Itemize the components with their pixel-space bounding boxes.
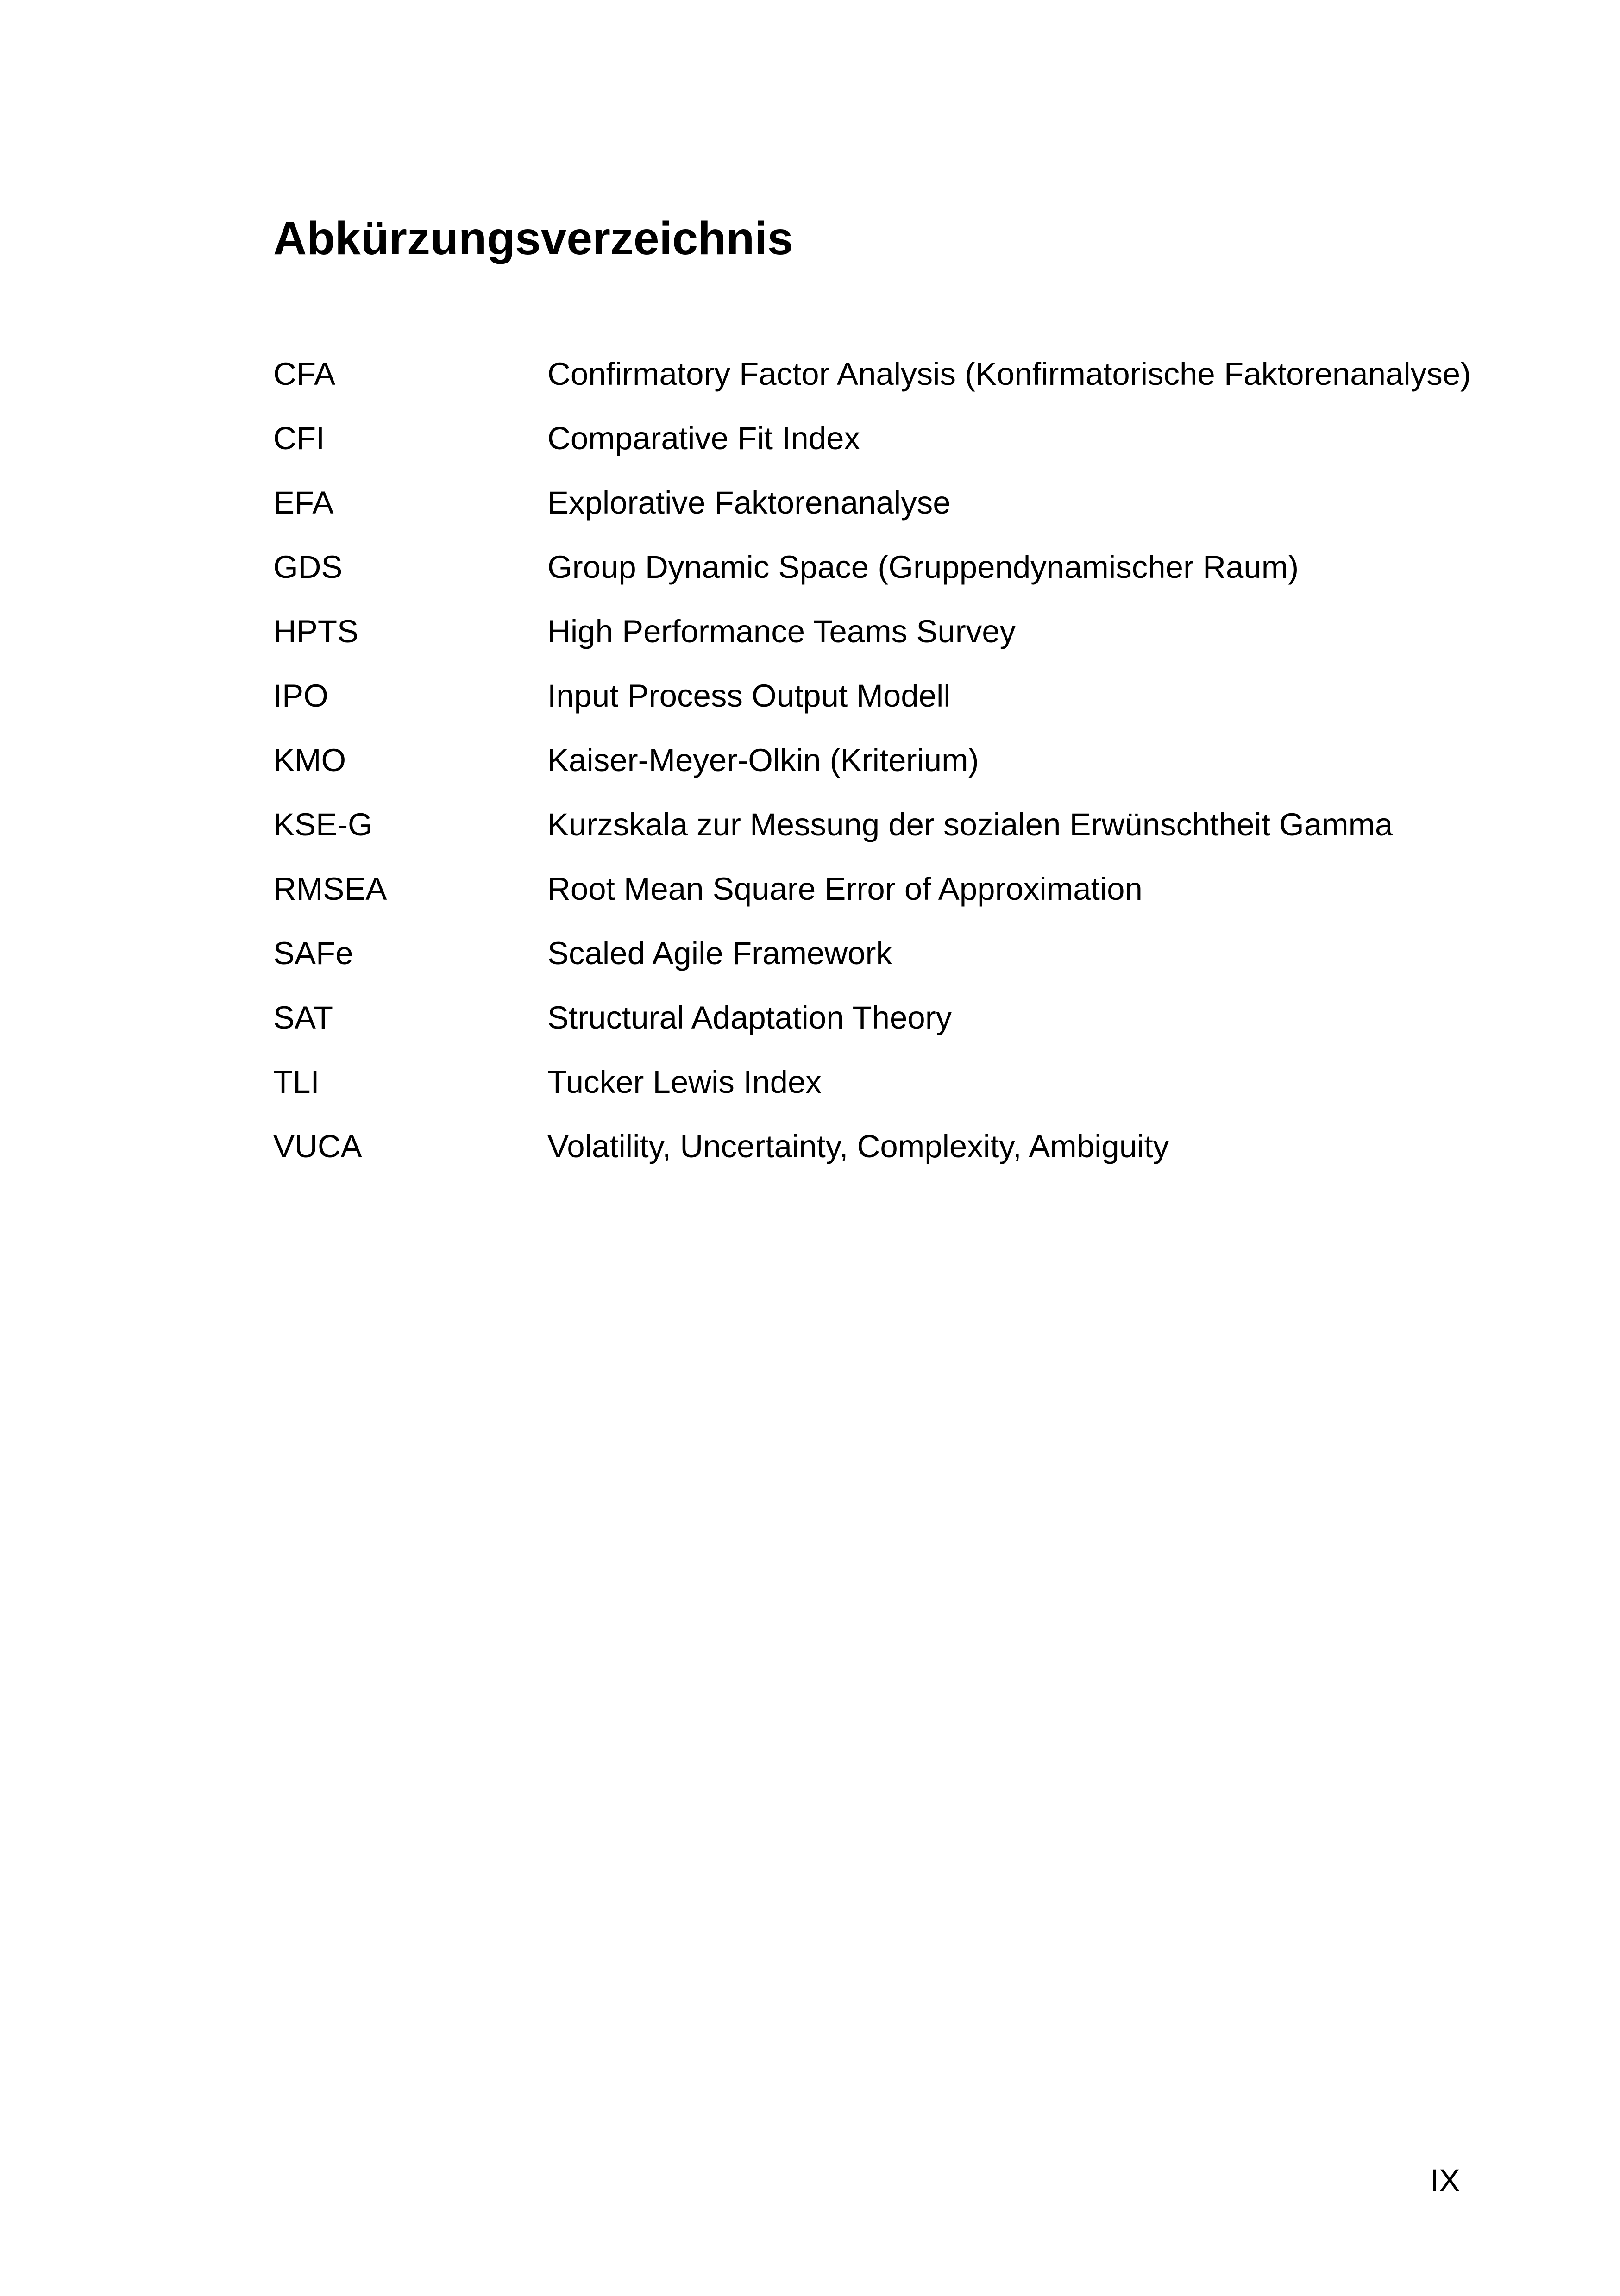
abbreviation-term: EFA (273, 485, 334, 521)
abbreviation-term: RMSEA (273, 871, 387, 907)
abbreviation-definition: Confirmatory Factor Analysis (Konfirmatorische Faktorenanalyse) (547, 356, 1471, 392)
abbreviation-list (273, 348, 1471, 1185)
page-number: IX (1430, 2163, 1460, 2198)
abbreviation-row (273, 992, 1459, 1056)
abbreviation-term: GDS (273, 549, 343, 585)
abbreviation-term: CFI (273, 420, 325, 456)
abbreviation-term: SAFe (273, 935, 353, 971)
abbreviation-term: HPTS (273, 614, 359, 649)
abbreviation-row (273, 1121, 1459, 1185)
abbreviation-definition: Scaled Agile Framework (547, 935, 892, 971)
abbreviation-row (273, 670, 1459, 734)
abbreviation-term: VUCA (273, 1129, 362, 1164)
abbreviation-term: IPO (273, 678, 328, 714)
abbreviation-definition: Root Mean Square Error of Approximation (547, 871, 1143, 907)
abbreviation-term: SAT (273, 1000, 333, 1035)
abbreviation-row (273, 799, 1459, 863)
abbreviation-definition: Input Process Output Modell (547, 678, 951, 714)
abbreviation-definition: High Performance Teams Survey (547, 614, 1016, 649)
abbreviation-term: TLI (273, 1064, 320, 1100)
abbreviation-definition: Tucker Lewis Index (547, 1064, 822, 1100)
abbreviation-row (273, 606, 1459, 670)
abbreviation-definition: Structural Adaptation Theory (547, 1000, 952, 1035)
abbreviation-term: KMO (273, 742, 346, 778)
abbreviation-row (273, 348, 1471, 413)
abbreviation-definition: Volatility, Uncertainty, Complexity, Ambiguity (547, 1129, 1169, 1164)
abbreviation-term: KSE-G (273, 807, 373, 842)
page-title: Abkürzungsverzeichnis (273, 213, 793, 264)
abbreviation-row (273, 928, 1459, 992)
abbreviation-row (273, 477, 1459, 541)
abbreviation-row (273, 1056, 1459, 1121)
abbreviation-row (273, 734, 1459, 799)
abbreviation-definition: Explorative Faktorenanalyse (547, 485, 951, 521)
abbreviation-row (273, 863, 1459, 928)
abbreviation-row (273, 413, 1459, 477)
abbreviation-row (273, 541, 1459, 606)
abbreviation-definition: Kurzskala zur Messung der sozialen Erwünschtheit Gamma (547, 807, 1393, 842)
abbreviation-definition: Kaiser-Meyer-Olkin (Kriterium) (547, 742, 979, 778)
abbreviation-definition: Comparative Fit Index (547, 420, 860, 456)
abbreviation-definition: Group Dynamic Space (Gruppendynamischer Raum) (547, 549, 1299, 585)
abbreviation-term: CFA (273, 356, 336, 392)
